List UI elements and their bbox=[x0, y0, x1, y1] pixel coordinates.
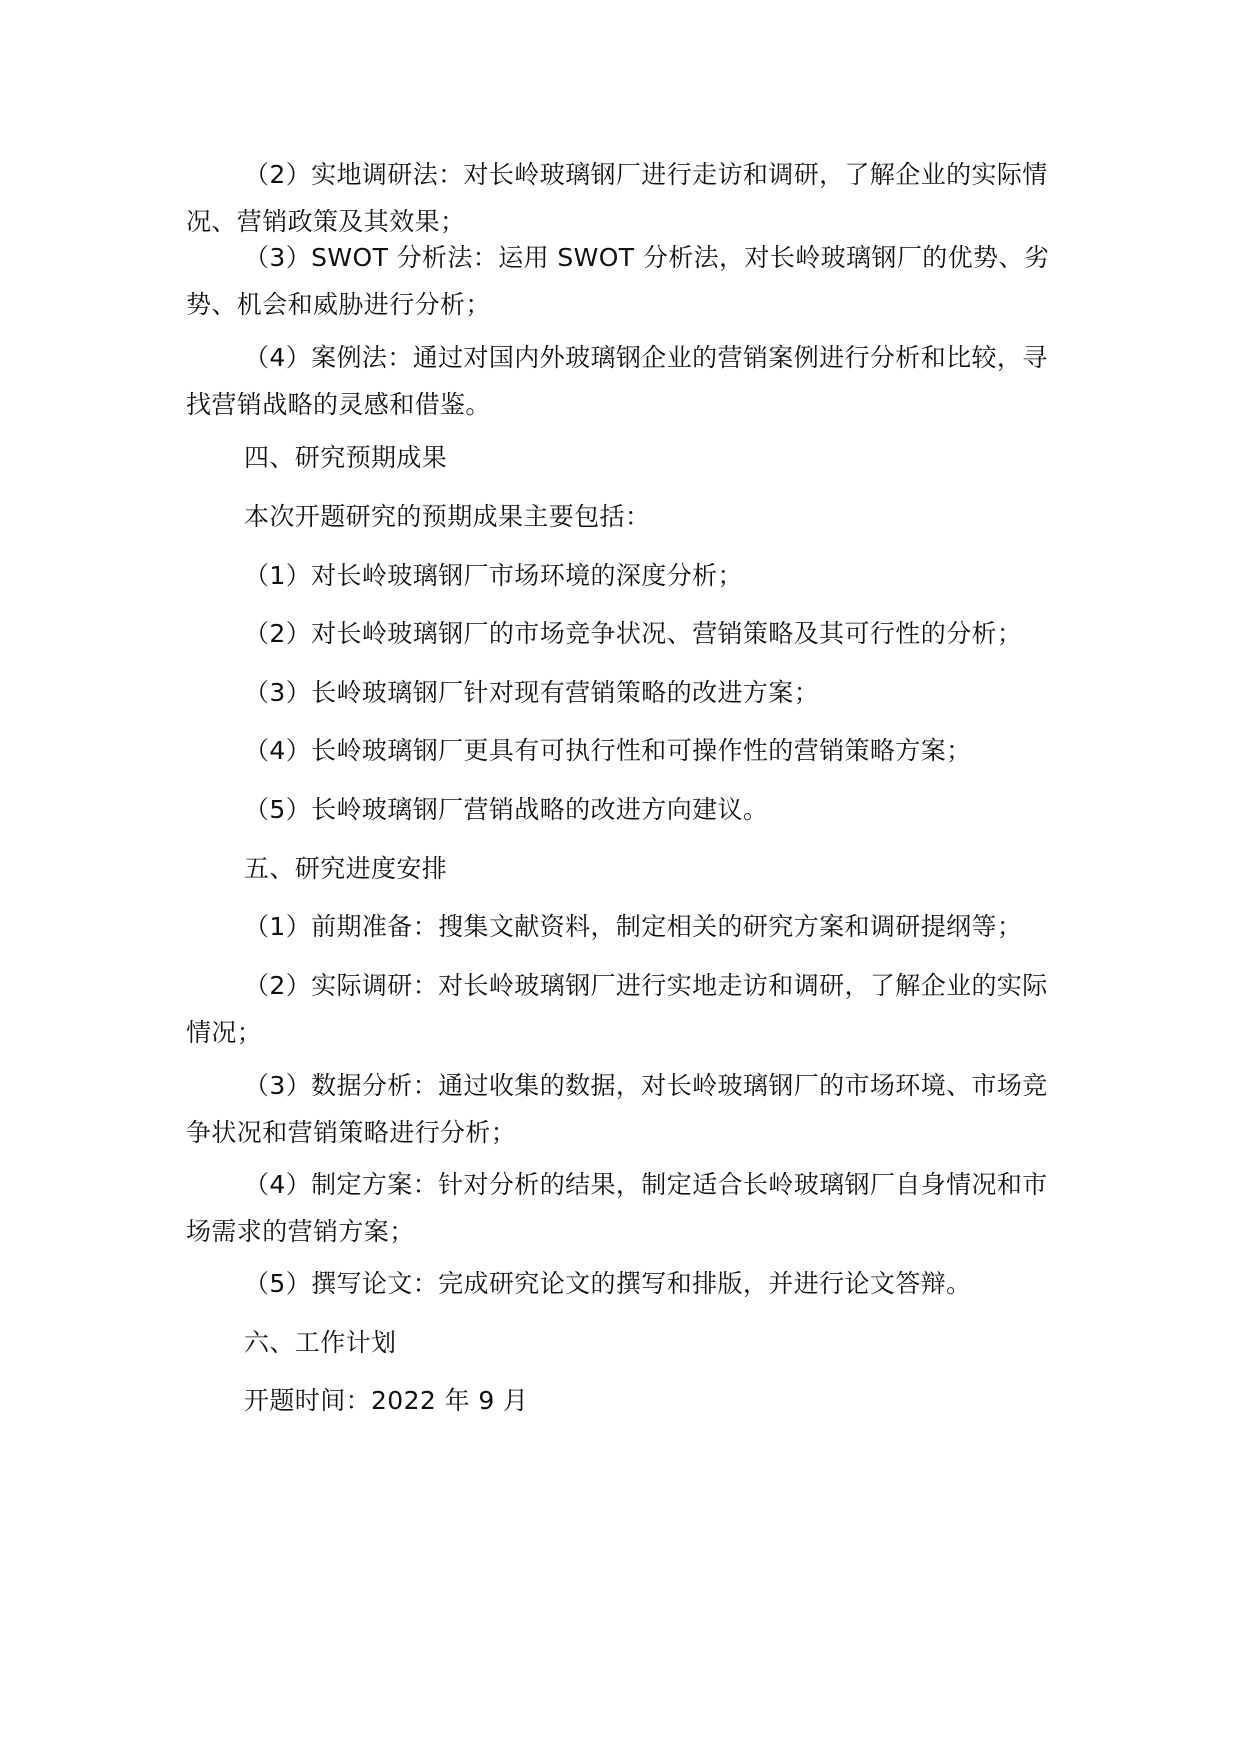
paragraph-method-case-study: （4）案例法：通过对国内外玻璃钢企业的营销案例进行分析和比较，寻找营销战略的灵感和借鉴。 bbox=[186, 343, 1048, 419]
list-item-schedule-1: （1）前期准备：搜集文献资料，制定相关的研究方案和调研提纲等； bbox=[244, 912, 1023, 941]
list-item-result-2: （2）对长岭玻璃钢厂的市场竞争状况、营销策略及其可行性的分析； bbox=[244, 619, 1023, 648]
list-item-result-4: （4）长岭玻璃钢厂更具有可执行性和可操作性的营销策略方案； bbox=[244, 736, 972, 765]
paragraph-expected-results-intro: 本次开题研究的预期成果主要包括： bbox=[244, 502, 651, 531]
paragraph-method-field-research: （2）实地调研法：对长岭玻璃钢厂进行走访和调研，了解企业的实际情况、营销政策及其效果； bbox=[186, 160, 1048, 236]
list-item-schedule-3: （3）数据分析：通过收集的数据，对长岭玻璃钢厂的市场环境、市场竞争状况和营销策略进行分析； bbox=[186, 1071, 1048, 1147]
paragraph-proposal-time: 开题时间：2022 年 9 月 bbox=[244, 1386, 529, 1415]
section-heading-work-plan: 六、工作计划 bbox=[244, 1328, 397, 1357]
section-heading-schedule: 五、研究进度安排 bbox=[244, 854, 448, 883]
list-item-schedule-4: （4）制定方案：针对分析的结果，制定适合长岭玻璃钢厂自身情况和市场需求的营销方案； bbox=[186, 1170, 1048, 1246]
list-item-schedule-5: （5）撰写论文：完成研究论文的撰写和排版，并进行论文答辩。 bbox=[244, 1269, 972, 1298]
list-item-result-5: （5）长岭玻璃钢厂营销战略的改进方向建议。 bbox=[244, 795, 769, 824]
section-heading-expected-results: 四、研究预期成果 bbox=[244, 443, 448, 472]
list-item-result-1: （1）对长岭玻璃钢厂市场环境的深度分析； bbox=[244, 561, 743, 590]
list-item-schedule-2: （2）实际调研：对长岭玻璃钢厂进行实地走访和调研，了解企业的实际情况； bbox=[186, 971, 1048, 1047]
paragraph-method-swot: （3）SWOT 分析法：运用 SWOT 分析法，对长岭玻璃钢厂的优势、劣势、机会和威胁进行分析； bbox=[186, 243, 1050, 319]
list-item-result-3: （3）长岭玻璃钢厂针对现有营销策略的改进方案； bbox=[244, 678, 820, 707]
